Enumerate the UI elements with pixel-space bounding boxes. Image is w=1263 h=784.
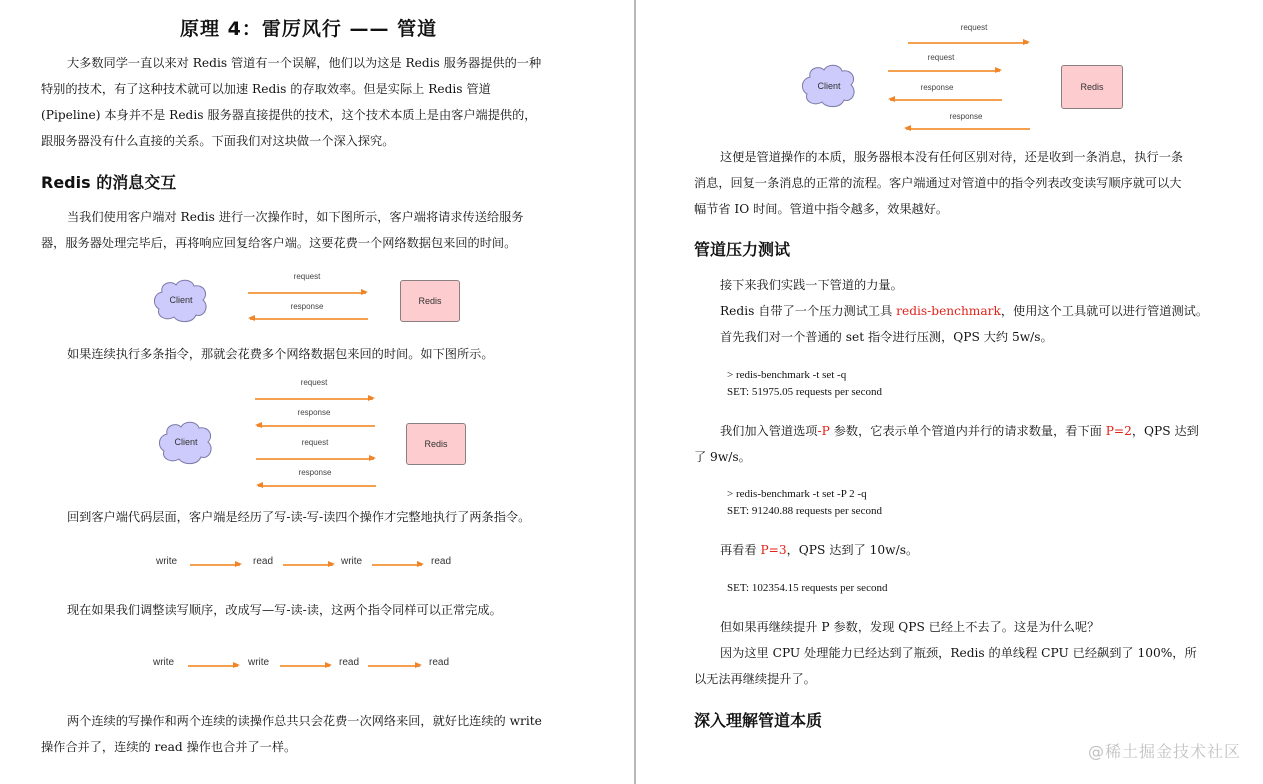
flow-step: write bbox=[156, 556, 178, 567]
code-block-benchmark-basic bbox=[727, 367, 882, 401]
essence-line: 这便是管道操作的本质，服务器根本没有任何区别对待，还是收到一条消息，执行一条 bbox=[720, 150, 1184, 164]
diagram-pipeline bbox=[636, 15, 1263, 140]
watermark: @稀土掘金技术社区 bbox=[1087, 742, 1241, 761]
text: ，QPS 达到 bbox=[1131, 424, 1199, 438]
request-arrow-icon bbox=[888, 70, 1000, 72]
client-label: Client bbox=[817, 81, 841, 91]
arrow-label: request bbox=[301, 438, 329, 447]
section-heading-deep-understanding: 深入理解管道本质 bbox=[694, 711, 823, 730]
flow-step: write bbox=[248, 657, 270, 668]
request-arrow-icon bbox=[908, 42, 1028, 44]
request-arrow-icon bbox=[248, 292, 366, 294]
response-arrow-icon bbox=[257, 425, 375, 427]
code-line: SET: 51975.05 requests per second bbox=[727, 386, 882, 398]
flow-arrow-icon bbox=[188, 665, 238, 667]
closing-line: 操作合并了，连续的 read 操作也合并了一样。 bbox=[41, 740, 297, 754]
flow-arrow-icon bbox=[190, 564, 240, 566]
redis-server-box bbox=[1061, 65, 1123, 109]
code-line: SET: 91240.88 requests per second bbox=[727, 505, 882, 517]
p3-paragraph bbox=[720, 537, 918, 563]
section-heading-pipeline-stress-test: 管道压力测试 bbox=[694, 240, 791, 259]
text: ，QPS 达到了 10w/s。 bbox=[786, 543, 919, 557]
pipeline-option-paragraph bbox=[694, 418, 1199, 470]
cannot-raise-paragraph: 但如果再继续提升 P 参数，发现 QPS 已经上不去了。这是为什么呢？ bbox=[720, 620, 1100, 634]
arrow-label: response bbox=[297, 408, 331, 417]
code-line: > redis-benchmark -t set -q bbox=[727, 369, 847, 381]
closing-paragraph bbox=[41, 708, 542, 760]
back-to-client-paragraph: 回到客户端代码层面，客户端是经历了写-读-写-读四个操作才完整地执行了两条指令。 bbox=[67, 510, 531, 524]
request-arrow-icon bbox=[255, 398, 373, 400]
arrow-label: response bbox=[920, 83, 954, 92]
tool-text-before: Redis 自带了一个压力测试工具 bbox=[720, 304, 897, 318]
multi-command-paragraph: 如果连续执行多条指令，那就会花费多个网络数据包来回的时间。如下图所示。 bbox=[67, 347, 494, 361]
flow-step: read bbox=[431, 556, 452, 567]
pipeline-option-line bbox=[694, 418, 1199, 444]
flow-write-write-read-read bbox=[0, 657, 634, 677]
redis-server-box bbox=[406, 423, 466, 465]
client-label: Client bbox=[174, 437, 198, 447]
response-arrow-icon bbox=[906, 128, 1030, 130]
section1-line: 当我们使用客户端对 Redis 进行一次操作时，如下图所示，客户端将请求传送给服务 bbox=[67, 210, 524, 224]
flow-step: write bbox=[341, 556, 363, 567]
tool-paragraph bbox=[720, 298, 1208, 324]
flow-arrow-icon bbox=[368, 665, 420, 667]
code-block-benchmark-p2 bbox=[727, 486, 882, 520]
response-arrow-icon bbox=[258, 485, 376, 487]
flow-arrow-icon bbox=[283, 564, 333, 566]
pipeline-option-line: 了 9w/s。 bbox=[694, 450, 751, 464]
flow-arrow-icon bbox=[372, 564, 422, 566]
closing-line: 两个连续的写操作和两个连续的读操作总共只会花费一次网络来回，就好比连续的 write bbox=[67, 714, 542, 728]
code-line: > redis-benchmark -t set -P 2 -q bbox=[727, 488, 867, 500]
cpu-bottleneck-paragraph bbox=[694, 640, 1197, 692]
arrow-label: response bbox=[949, 112, 983, 121]
right-page bbox=[636, 0, 1263, 784]
practice-paragraph: 接下来我们实践一下管道的力量。 bbox=[720, 278, 903, 292]
arrow-label: request bbox=[300, 378, 328, 387]
reorder-paragraph: 现在如果我们调整读写顺序，改成写—写-读-读，这两个指令同样可以正常完成。 bbox=[67, 603, 502, 617]
flow-arrow-icon bbox=[280, 665, 330, 667]
tool-text-after: ，使用这个工具就可以进行管道测试。 bbox=[1000, 304, 1209, 318]
intro-line: 大多数同学一直以来对 Redis 管道有一个误解，他们以为这是 Redis 服务器提供的一种 bbox=[67, 56, 542, 70]
section-heading-message-interaction: Redis 的消息交互 bbox=[41, 173, 177, 192]
intro-line: 特别的技术，有了这种技术就可以加速 Redis 的存取效率。但是实际上 Redis 管道 bbox=[41, 82, 491, 96]
arrow-label: request bbox=[927, 53, 955, 62]
diagram-single-roundtrip bbox=[0, 270, 634, 330]
essence-line: 幅节省 IO 时间。管道中指令越多，效果越好。 bbox=[694, 202, 949, 216]
redis-label: Redis bbox=[1080, 82, 1104, 92]
cpu-line: 以无法再继续提升了。 bbox=[694, 672, 816, 686]
intro-line: (Pipeline) 本身并不是 Redis 服务器直接提供的技术，这个技术本质上是由客户端提供的， bbox=[41, 108, 537, 122]
redis-benchmark-highlight: redis-benchmark bbox=[896, 304, 1001, 318]
intro-paragraph bbox=[41, 50, 541, 154]
flow-step: read bbox=[429, 657, 450, 668]
response-arrow-icon bbox=[890, 99, 1002, 101]
diagram-multi-roundtrip bbox=[0, 370, 634, 495]
essence-line: 消息，回复一条消息的正常的流程。客户端通过对管道中的指令列表改变读写顺序就可以大 bbox=[694, 176, 1182, 190]
flow-step: read bbox=[253, 556, 274, 567]
arrow-label: response bbox=[298, 468, 332, 477]
p-flag-highlight: -P bbox=[817, 424, 830, 438]
p2-highlight: P=2 bbox=[1105, 424, 1132, 438]
arrow-label: request bbox=[293, 272, 321, 281]
pipeline-essence-paragraph bbox=[694, 144, 1183, 222]
arrow-label: response bbox=[290, 302, 324, 311]
p3-highlight: P=3 bbox=[760, 543, 787, 557]
set-test-paragraph: 首先我们对一个普通的 set 指令进行压测，QPS 大约 5w/s。 bbox=[720, 330, 1053, 344]
intro-line: 跟服务器没有什么直接的关系。下面我们对这块做一个深入探究。 bbox=[41, 134, 395, 148]
arrow-label: request bbox=[960, 23, 988, 32]
flow-write-read-write-read bbox=[0, 556, 634, 576]
redis-label: Redis bbox=[424, 439, 448, 449]
cpu-line: 因为这里 CPU 处理能力已经达到了瓶颈，Redis 的单线程 CPU 已经飙到了 100%，所 bbox=[720, 646, 1197, 660]
code-line: SET: 102354.15 requests per second bbox=[727, 582, 888, 594]
flow-step: write bbox=[153, 657, 175, 668]
client-label: Client bbox=[169, 295, 193, 305]
redis-label: Redis bbox=[418, 296, 442, 306]
flow-step: read bbox=[339, 657, 360, 668]
section1-line: 器，服务器处理完毕后，再将响应回复给客户端。这要花费一个网络数据包来回的时间。 bbox=[41, 236, 517, 250]
section1-paragraph bbox=[41, 204, 523, 256]
chapter-title: 原理 4：雷厉风行 —— 管道 bbox=[180, 18, 438, 40]
request-arrow-icon bbox=[256, 458, 374, 460]
code-block-benchmark-p3 bbox=[727, 580, 887, 597]
text: 再看看 bbox=[720, 543, 761, 557]
response-arrow-icon bbox=[250, 318, 368, 320]
text: 参数，它表示单个管道内并行的请求数量，看下面 bbox=[829, 424, 1106, 438]
redis-server-box bbox=[400, 280, 460, 322]
text: 我们加入管道选项 bbox=[720, 424, 818, 438]
